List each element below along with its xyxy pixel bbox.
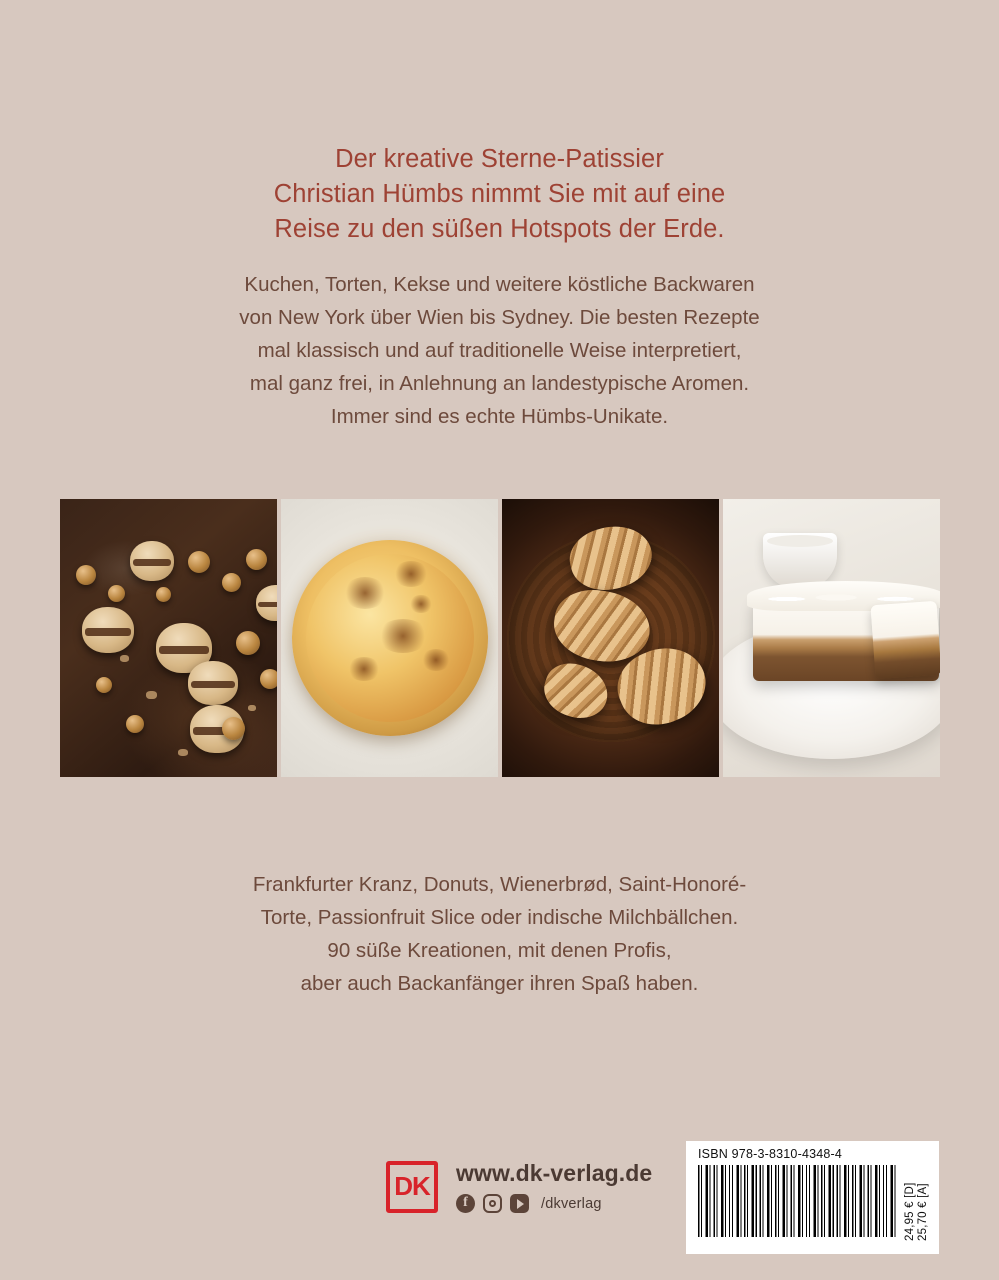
hazelnut-macarons-photo	[60, 499, 277, 777]
instagram-icon[interactable]	[483, 1194, 502, 1213]
price-de: 24,95 € [D]	[904, 1182, 916, 1241]
intro-line-3: mal klassisch und auf traditionelle Weise interpretiert,	[257, 339, 742, 362]
isbn-number: ISBN 978-3-8310-4348-4	[698, 1147, 843, 1161]
dk-logo: DK	[386, 1161, 438, 1213]
social-handle: /dkverlag	[541, 1195, 602, 1212]
headline-line-1: Der kreative Sterne-Patissier	[335, 145, 664, 173]
intro-line-1: Kuchen, Torten, Kekse und weitere köstliche Backwaren	[244, 273, 755, 296]
publisher-website[interactable]: www.dk-verlag.de	[456, 1160, 653, 1186]
intro-paragraph	[0, 268, 999, 433]
barcode-area	[694, 1165, 931, 1243]
social-row	[456, 1194, 652, 1213]
headline-line-2: Christian Hümbs nimmt Sie mit auf eine	[273, 180, 726, 208]
intro-line-4: mal ganz frei, in Anlehnung an landestypische Aromen.	[249, 372, 750, 395]
publisher-footer	[386, 1160, 652, 1213]
intro-line-2: von New York über Wien bis Sydney. Die besten Rezepte	[239, 306, 760, 329]
cinnamon-buns-photo	[502, 499, 719, 777]
publisher-info	[456, 1160, 652, 1213]
photo-strip	[60, 499, 940, 777]
facebook-icon[interactable]: f	[456, 1194, 475, 1213]
headline-line-3: Reise zu den süßen Hotspots der Erde.	[274, 215, 725, 243]
intro-line-5: Immer sind es echte Hümbs-Unikate.	[330, 405, 669, 428]
lower-line-1: Frankfurter Kranz, Donuts, Wienerbrød, Saint-Honoré-	[252, 873, 747, 896]
price-labels	[904, 1167, 929, 1241]
barcode-icon	[698, 1165, 898, 1237]
meringue-cake-photo	[723, 499, 940, 777]
lower-line-3: 90 süße Kreationen, mit denen Profis,	[327, 939, 672, 962]
lower-line-4: aber auch Backanfänger ihren Spaß haben.	[300, 972, 699, 995]
price-at: 25,70 € [A]	[917, 1183, 929, 1241]
headline	[0, 142, 999, 247]
isbn-barcode-block	[686, 1141, 939, 1254]
youtube-icon[interactable]	[510, 1194, 529, 1213]
lower-paragraph	[0, 868, 999, 1000]
creme-brulee-tart-photo	[281, 499, 498, 777]
lower-line-2: Torte, Passionfruit Slice oder indische Milchbällchen.	[260, 906, 739, 929]
